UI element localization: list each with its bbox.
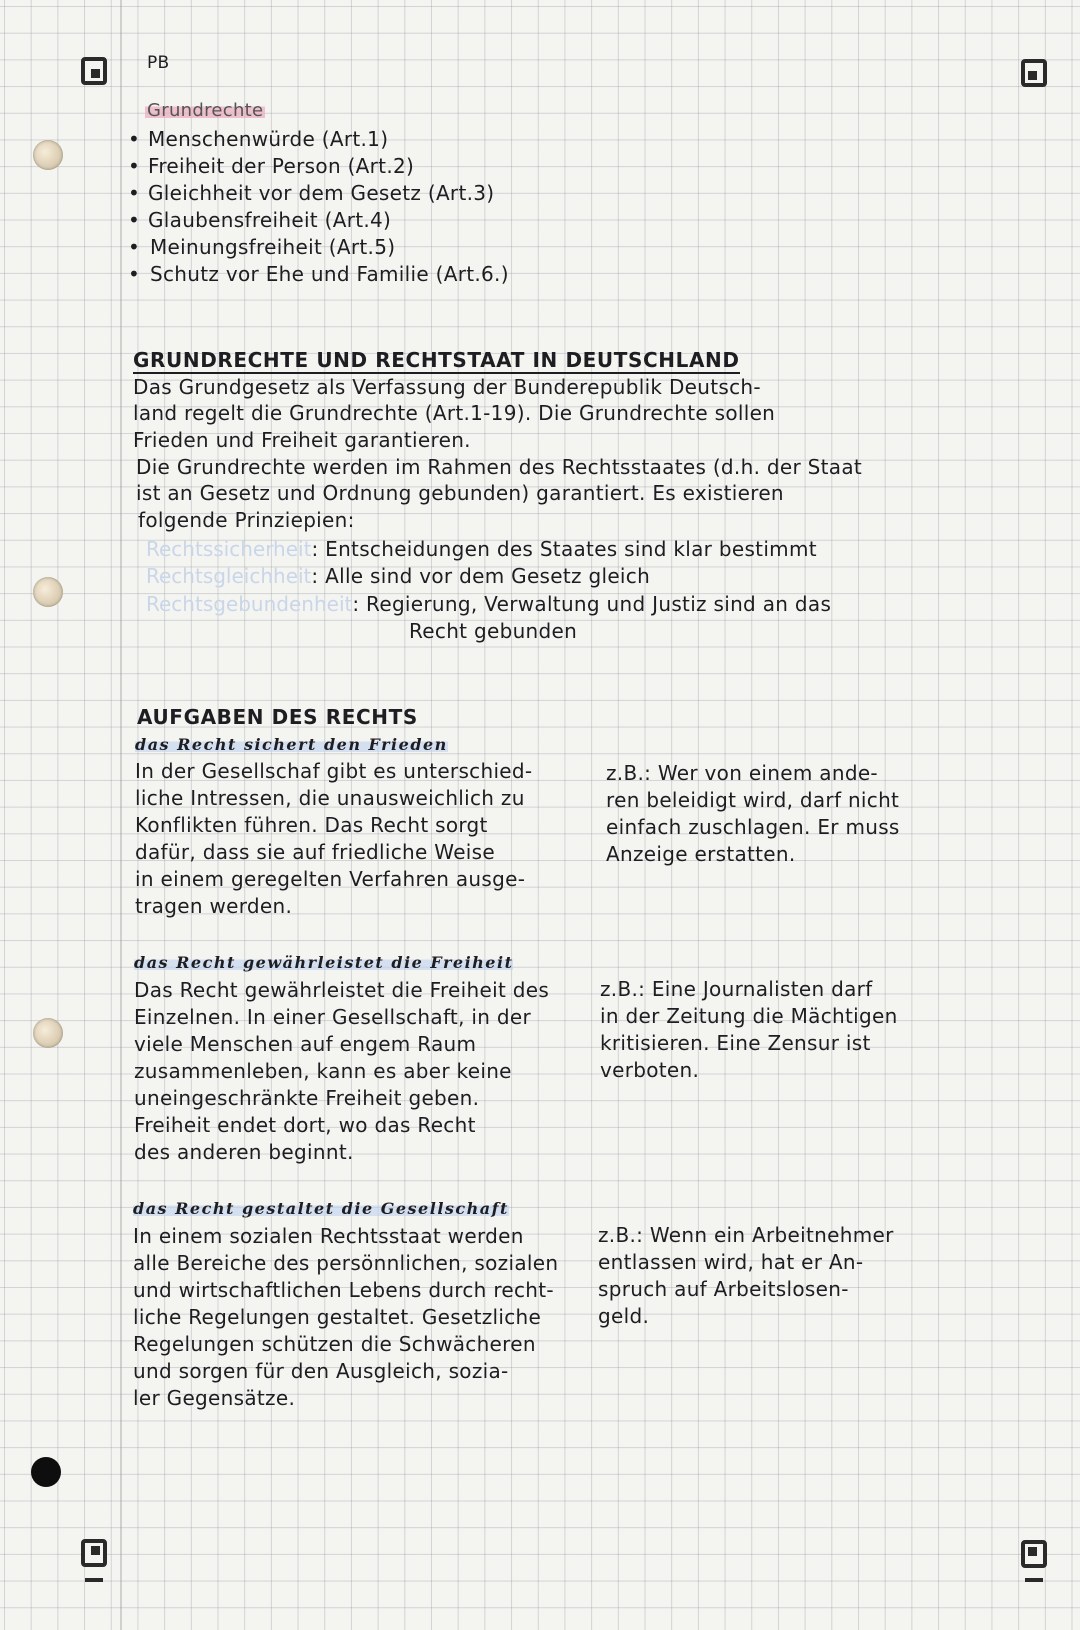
- text-line: Frieden und Freiheit garantieren.: [133, 428, 471, 452]
- subheading: das Recht sichert den Frieden: [135, 735, 448, 754]
- punch-hole: [33, 577, 63, 607]
- corner-bar-bottom-right: [1025, 1578, 1043, 1582]
- punch-hole-dark: [31, 1457, 61, 1487]
- corner-bar-bottom-left: [85, 1578, 103, 1582]
- punch-hole: [33, 1018, 63, 1048]
- text-line: Das Recht gewährleistet die Freiheit des: [134, 978, 550, 1002]
- list-item: Gleichheit vor dem Gesetz (Art.3): [148, 181, 495, 205]
- corner-mark-top-left: [81, 57, 107, 85]
- text-line: viele Menschen auf engem Raum: [134, 1032, 477, 1056]
- list-item: Freiheit der Person (Art.2): [148, 154, 415, 178]
- bullet: •: [128, 208, 140, 232]
- principle-text: : Regierung, Verwaltung und Justiz sind an das: [352, 592, 832, 616]
- text-line: land regelt die Grundrechte (Art.1-19). Die Grundrechte sollen: [133, 401, 776, 425]
- text-line: In der Gesellschaf gibt es unterschied-: [135, 759, 533, 783]
- text-line: dafür, dass sie auf friedliche Weise: [135, 840, 495, 864]
- margin-line: [120, 0, 122, 1630]
- principle-term: Rechtssicherheit: [146, 537, 312, 561]
- text-line: und sorgen für den Ausgleich, sozia-: [133, 1359, 509, 1383]
- principle-text: : Entscheidungen des Staates sind klar bestimmt: [311, 537, 817, 561]
- bullet: •: [128, 262, 140, 286]
- text-line: Das Grundgesetz als Verfassung der Bunderepublik Deutsch-: [133, 375, 761, 399]
- example-line: z.B.: Wer von einem ande-: [606, 761, 878, 785]
- text-line: uneingeschränkte Freiheit geben.: [134, 1086, 480, 1110]
- example-line: spruch auf Arbeitslosen-: [598, 1277, 849, 1301]
- text-line: folgende Prinziepien:: [138, 508, 355, 532]
- text-line: ler Gegensätze.: [133, 1386, 296, 1410]
- corner-mark-top-right: [1021, 59, 1047, 87]
- bullet: •: [128, 127, 140, 151]
- example-line: entlassen wird, hat er An-: [598, 1250, 864, 1274]
- example-line: z.B.: Eine Journalisten darf: [600, 977, 873, 1001]
- text-line: liche Regelungen gestaltet. Gesetzliche: [133, 1305, 542, 1329]
- bullet: •: [128, 181, 140, 205]
- principle-row: [146, 563, 650, 589]
- text-line: Die Grundrechte werden im Rahmen des Rechtsstaates (d.h. der Staat: [136, 455, 863, 479]
- text-line: alle Bereiche des persönnlichen, sozialen: [133, 1251, 559, 1275]
- text-line: Freiheit endet dort, wo das Recht: [134, 1113, 476, 1137]
- section-heading: AUFGABEN DES RECHTS: [137, 705, 418, 729]
- example-line: einfach zuschlagen. Er muss: [606, 815, 900, 839]
- list-item: Menschenwürde (Art.1): [148, 127, 389, 151]
- text-line: des anderen beginnt.: [134, 1140, 354, 1164]
- list-item: Glaubensfreiheit (Art.4): [148, 208, 392, 232]
- subheading: das Recht gewährleistet die Freiheit: [134, 953, 514, 972]
- text-line: liche Intressen, die unausweichlich zu: [135, 786, 525, 810]
- corner-mark-bottom-right: [1021, 1540, 1047, 1568]
- example-line: in der Zeitung die Mächtigen: [600, 1004, 898, 1028]
- example-line: kritisieren. Eine Zensur ist: [600, 1031, 871, 1055]
- example-line: Anzeige erstatten.: [606, 842, 796, 866]
- list-item: Meinungsfreiheit (Art.5): [150, 235, 396, 259]
- list-title: Grundrechte: [147, 100, 264, 121]
- text-line: Einzelnen. In einer Gesellschaft, in der: [134, 1005, 531, 1029]
- page-initials: PB: [147, 53, 170, 73]
- text-line: und wirtschaftlichen Lebens durch recht-: [133, 1278, 554, 1302]
- text-line: tragen werden.: [135, 894, 293, 918]
- text-line: ist an Gesetz und Ordnung gebunden) garantiert. Es existieren: [136, 481, 784, 505]
- example-line: ren beleidigt wird, darf nicht: [606, 788, 900, 812]
- text-line: in einem geregelten Verfahren ausge-: [135, 867, 526, 891]
- corner-mark-bottom-left: [81, 1539, 107, 1567]
- bullet: •: [128, 235, 140, 259]
- section-heading: GRUNDRECHTE UND RECHTSTAAT IN DEUTSCHLAND: [133, 348, 740, 372]
- principle-row: [146, 536, 817, 562]
- text-line: Regelungen schützen die Schwächeren: [133, 1332, 536, 1356]
- text-line: Recht gebunden: [409, 619, 578, 643]
- text-line: In einem sozialen Rechtsstaat werden: [133, 1224, 524, 1248]
- bullet: •: [128, 154, 140, 178]
- subheading: das Recht gestaltet die Gesellschaft: [133, 1199, 509, 1218]
- example-line: z.B.: Wenn ein Arbeitnehmer: [598, 1223, 894, 1247]
- principle-text: : Alle sind vor dem Gesetz gleich: [311, 564, 651, 588]
- principle-row: [146, 591, 831, 617]
- principle-term: Rechtsgleichheit: [146, 564, 312, 588]
- text-line: Konflikten führen. Das Recht sorgt: [135, 813, 488, 837]
- principle-term: Rechtsgebundenheit: [146, 592, 353, 616]
- example-line: geld.: [598, 1304, 650, 1328]
- list-item: Schutz vor Ehe und Familie (Art.6.): [150, 262, 509, 286]
- punch-hole: [33, 140, 63, 170]
- text-line: zusammenleben, kann es aber keine: [134, 1059, 512, 1083]
- example-line: verboten.: [600, 1058, 700, 1082]
